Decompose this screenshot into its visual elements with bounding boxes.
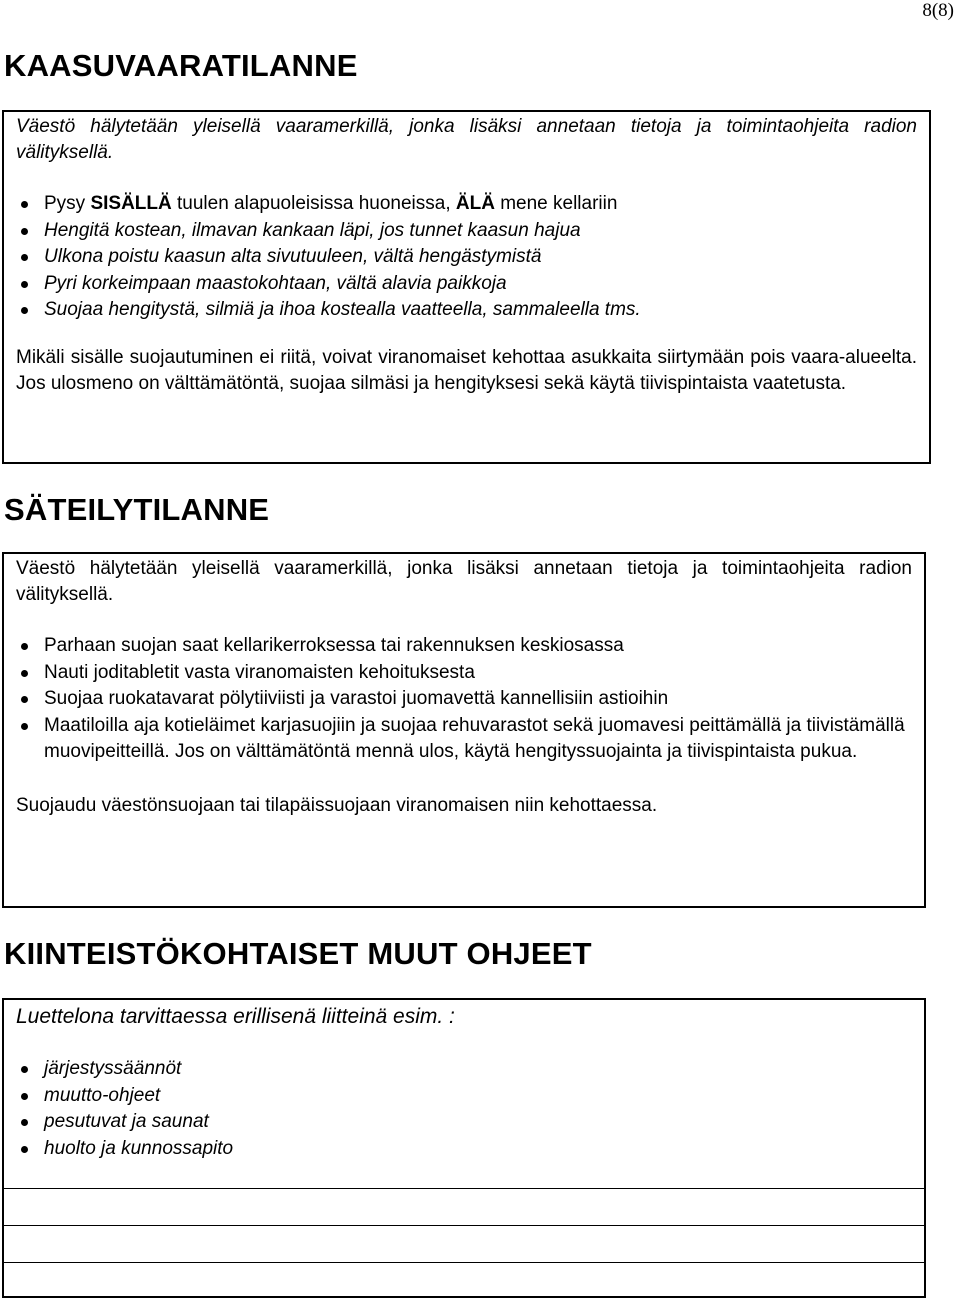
other-intro-text: Luettelona tarvittaessa erillisenä liitteinä esim. :	[16, 1005, 455, 1028]
list-item: Pyri korkeimpaan maastokohtaan, vältä alavia paikkoja	[16, 271, 917, 298]
list-item: Hengitä kostean, ilmavan kankaan läpi, jos tunnet kaasun hajua	[16, 218, 917, 245]
list-item: Suojaa ruokatavarat pölytiiviisti ja varastoi juomavettä kannellisiin astioihin	[16, 686, 912, 713]
gas-note-text: Mikäli sisälle suojautuminen ei riitä, voivat viranomaiset kehottaa asukkaita siirtymään pois vaara-alueelta. Jos ulosmeno on välttämätöntä, suojaa silmäsi ja hengityksesi sekä käytä tiivispintaista vaatetusta.	[16, 346, 917, 394]
gas-intro-text: Väestö hälytetään yleisellä vaaramerkillä, jonka lisäksi annetaan tietoja ja toimintaohjeita radion välityksellä.	[16, 116, 917, 163]
list-item: muutto-ohjeet	[16, 1083, 912, 1110]
other-instructions-list	[16, 1056, 912, 1162]
list-item: Nauti joditabletit vasta viranomaisten kehoituksesta	[16, 660, 912, 687]
page-number: 8(8)	[922, 0, 954, 21]
list-item: pesutuvat ja saunat	[16, 1109, 912, 1136]
other-section-title: KIINTEISTÖKOHTAISET MUUT OHJEET	[4, 936, 592, 971]
list-item: järjestyssäännöt	[16, 1056, 912, 1083]
blank-table-row	[4, 1188, 924, 1189]
list-item: Ulkona poistu kaasun alta sivutuuleen, vältä hengästymistä	[16, 244, 917, 271]
list-item: Parhaan suojan saat kellarikerroksessa tai rakennuksen keskiosassa	[16, 633, 912, 660]
radiation-note-text: Suojaudu väestönsuojaan tai tilapäissuojaan viranomaisen niin kehottaessa.	[16, 794, 658, 816]
radiation-instructions-list	[16, 633, 912, 766]
radiation-intro-text: Väestö hälytetään yleisellä vaaramerkillä, jonka lisäksi annetaan tietoja ja toimintaohjeita radion välityksellä.	[16, 558, 912, 605]
gas-section-title: KAASUVAARATILANNE	[4, 48, 358, 83]
list-item: Suojaa hengitystä, silmiä ja ihoa kostealla vaatteella, sammaleella tms.	[16, 297, 917, 324]
other-instructions-box	[2, 998, 926, 1298]
radiation-section-title: SÄTEILYTILANNE	[4, 492, 270, 527]
list-item: huolto ja kunnossapito	[16, 1136, 912, 1163]
blank-table-row	[4, 1262, 924, 1263]
list-item: Maatiloilla aja kotieläimet karjasuojiin ja suojaa rehuvarastot sekä juomavesi peittämällä ja tiivistämällä muovipeitteillä. Jos on välttämätöntä mennä ulos, käytä hengityssuojainta ja tiivispintaista pukua.	[16, 713, 912, 766]
list-item: Pysy SISÄLLÄ tuulen alapuoleisissa huoneissa, ÄLÄ mene kellariin	[16, 191, 917, 218]
gas-instructions-list	[16, 191, 917, 324]
radiation-instructions-box	[2, 552, 926, 908]
blank-table-row	[4, 1225, 924, 1226]
gas-instructions-box	[2, 110, 931, 464]
